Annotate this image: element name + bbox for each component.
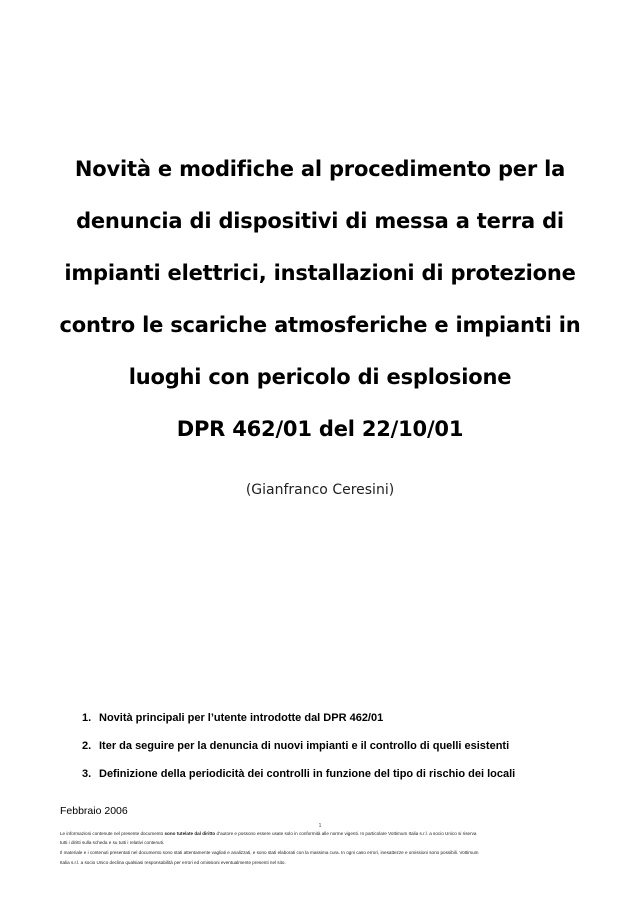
footer-disclaimer-line-4: Italia s.r.l. a socio Unico declina qualsiasi responsabilità per errori ed omissioni eventualmente presenti nel sito.	[60, 860, 286, 865]
toc-item-number: 2.	[82, 740, 92, 752]
title-line-1: Novità e modifiche al procedimento per la	[74, 157, 566, 181]
document-date: Febbraio 2006	[60, 805, 128, 817]
toc-item	[82, 767, 515, 781]
footer-bold-text: sono tutelate dal diritto	[164, 831, 216, 836]
toc-item-number: 1.	[82, 712, 92, 724]
footer-disclaimer-line-2: tutti i diritti sulla scheda e su tutti i relativi contenuti.	[60, 840, 165, 845]
footer-disclaimer-line-3: Il materiale e i contenuti presentati nel documento sono stati attentamente vagliati e analizzati, e sono stati elaborati con la massima cura. In ogni caso errori, inesattezze e omissioni sono possibili. Vottimum	[60, 850, 479, 855]
title-line-3: impianti elettrici, installazioni di protezione	[64, 261, 576, 285]
footer-text: Le informazioni contenute nel presente documento	[60, 831, 165, 836]
footer-disclaimer-line-1	[60, 831, 580, 837]
toc-item-text: Iter da seguire per la denuncia di nuovi impianti e il controllo di quelli esistenti	[99, 740, 510, 752]
title-line-5: luoghi con pericolo di esplosione	[128, 365, 512, 389]
toc-item-number: 3.	[82, 768, 92, 780]
toc-item	[82, 739, 509, 753]
page-number: 1	[318, 823, 322, 829]
footer-text: d’autore e possono essere usate solo in conformità alle norme vigenti. In particolare Vottimum Italia s.r.l. a socio Unico si riserva	[215, 831, 477, 836]
title-line-4: contro le scariche atmosferiche e impianti in	[59, 313, 581, 337]
title-line-6: DPR 462/01 del 22/10/01	[176, 417, 464, 441]
title-line-2: denuncia di dispositivi di messa a terra di	[76, 209, 564, 233]
toc-item	[82, 711, 383, 725]
toc-item-text: Definizione della periodicità dei controlli in funzione del tipo di rischio dei locali	[99, 768, 516, 780]
author: (Gianfranco Ceresini)	[245, 482, 395, 498]
toc-item-text: Novità principali per l’utente introdotte dal DPR 462/01	[99, 712, 384, 724]
